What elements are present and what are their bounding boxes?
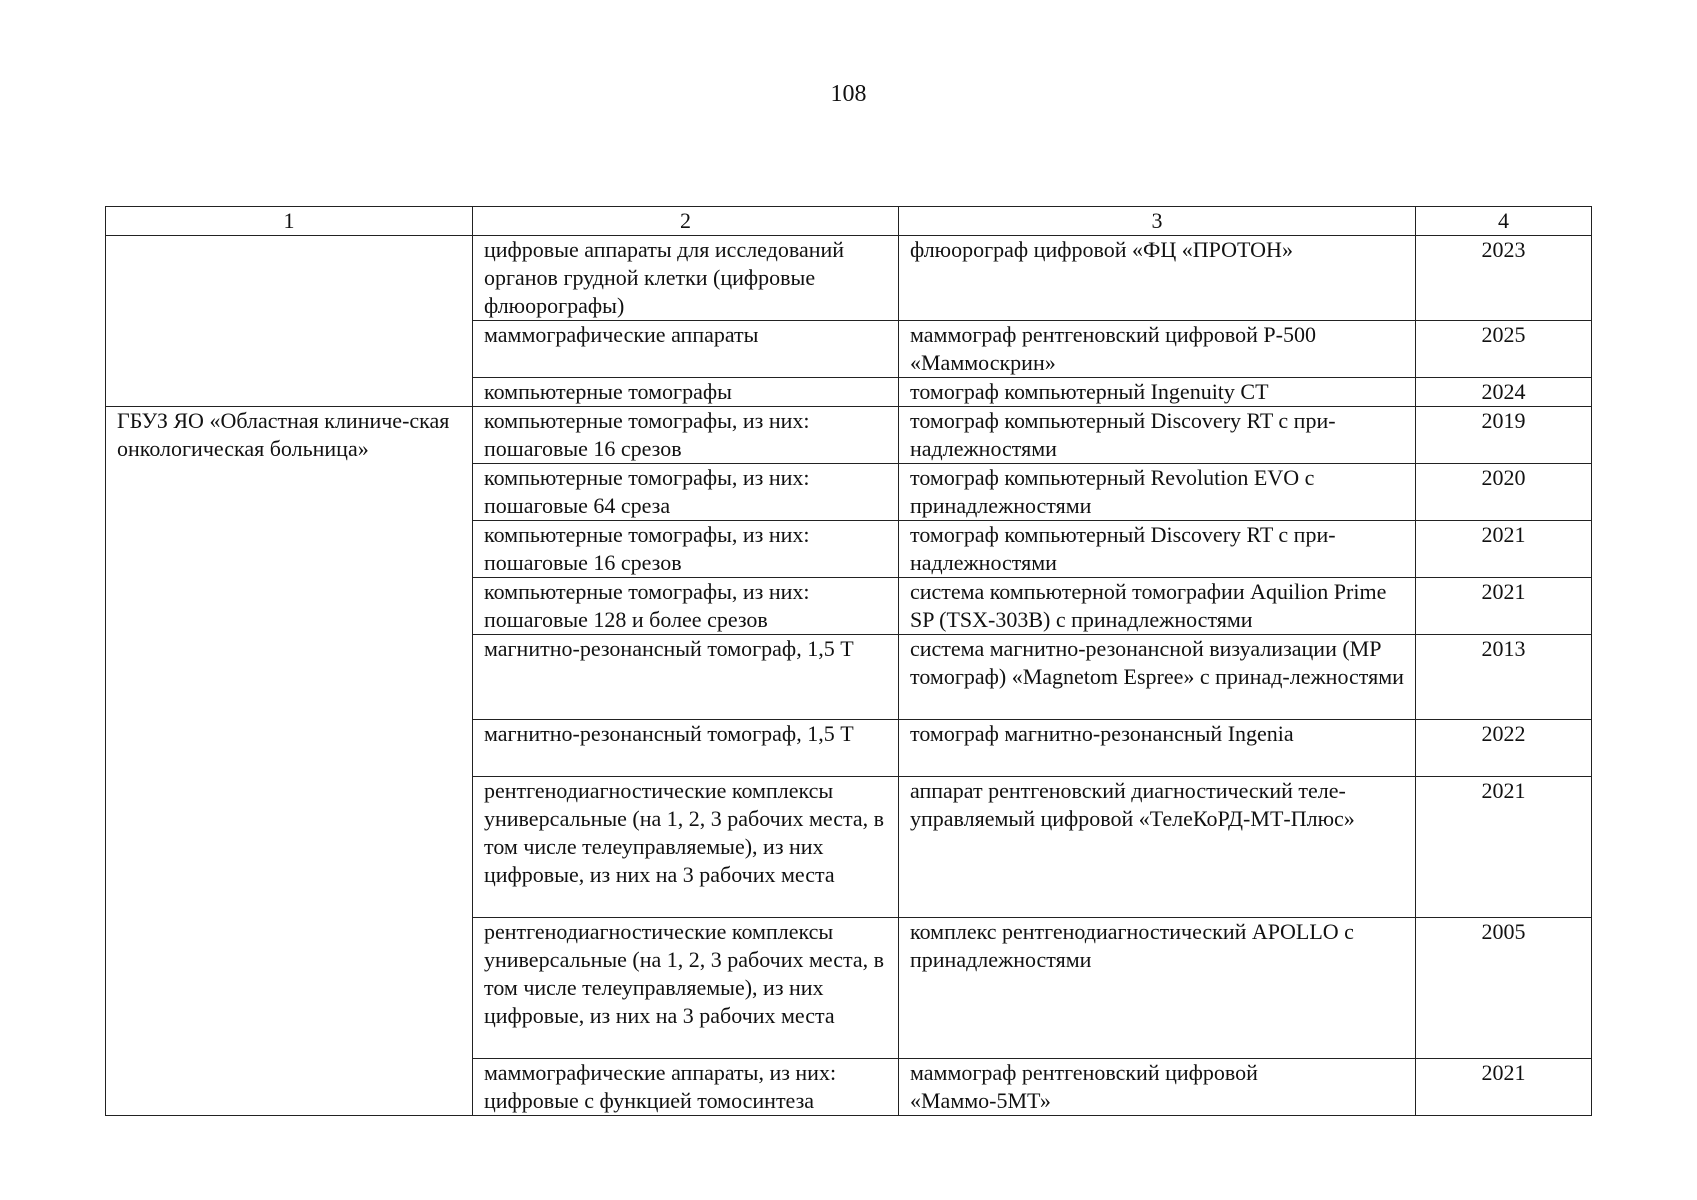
equipment-model-cell: томограф компьютерный Ingenuity CT <box>899 378 1416 407</box>
year-cell: 2021 <box>1416 578 1592 635</box>
equipment-type-cell: магнитно-резонансный томограф, 1,5 Т <box>473 635 899 720</box>
equipment-type-cell: компьютерные томографы, из них: пошаговые 128 и более срезов <box>473 578 899 635</box>
page-number: 108 <box>830 81 867 107</box>
header-row <box>106 207 1592 236</box>
equipment-model-cell: комплекс рентгенодиагностический APOLLO с принадлежностями <box>899 918 1416 1059</box>
equipment-type-cell: маммографические аппараты <box>473 321 899 378</box>
table-row <box>106 236 1592 321</box>
equipment-model-cell: флюорограф цифровой «ФЦ «ПРОТОН» <box>899 236 1416 321</box>
equipment-model-cell: аппарат рентгеновский диагностический теле-управляемый цифровой «ТелеКоРД-МТ-Плюс» <box>899 777 1416 918</box>
equipment-model-cell: томограф компьютерный Discovery RT с при-надлежностями <box>899 407 1416 464</box>
equipment-model-cell: томограф компьютерный Revolution EVO с принадлежностями <box>899 464 1416 521</box>
equipment-type-cell: компьютерные томографы, из них: пошаговые 16 срезов <box>473 521 899 578</box>
year-cell: 2024 <box>1416 378 1592 407</box>
year-cell: 2013 <box>1416 635 1592 720</box>
year-cell: 2005 <box>1416 918 1592 1059</box>
year-cell: 2021 <box>1416 1059 1592 1116</box>
organization-cell <box>106 236 473 407</box>
equipment-model-cell: томограф компьютерный Discovery RT с при-надлежностями <box>899 521 1416 578</box>
equipment-type-cell: магнитно-резонансный томограф, 1,5 Т <box>473 720 899 777</box>
year-cell: 2025 <box>1416 321 1592 378</box>
equipment-model-cell: маммограф рентгеновский цифровой «Маммо-5МТ» <box>899 1059 1416 1116</box>
equipment-type-cell: рентгенодиагностические комплексы универсальные (на 1, 2, 3 рабочих места, в том числе телеуправляемые), из них цифровые, из них на 3 рабочих места <box>473 777 899 918</box>
equipment-model-cell: система компьютерной томографии Aquilion Prime SP (TSX-303B) с принадлежностями <box>899 578 1416 635</box>
equipment-type-cell: компьютерные томографы, из них: пошаговые 64 среза <box>473 464 899 521</box>
equipment-model-cell: система магнитно-резонансной визуализации (МР томограф) «Magnetom Espree» с принад-лежностями <box>899 635 1416 720</box>
column-header-1: 1 <box>106 207 473 236</box>
equipment-type-cell: компьютерные томографы <box>473 378 899 407</box>
equipment-type-cell: рентгенодиагностические комплексы универсальные (на 1, 2, 3 рабочих места, в том числе телеуправляемые), из них цифровые, из них на 3 рабочих места <box>473 918 899 1059</box>
equipment-type-cell: маммографические аппараты, из них: цифровые с функцией томосинтеза <box>473 1059 899 1116</box>
column-header-2: 2 <box>473 207 899 236</box>
equipment-model-cell: томограф магнитно-резонансный Ingenia <box>899 720 1416 777</box>
equipment-type-cell: компьютерные томографы, из них: пошаговые 16 срезов <box>473 407 899 464</box>
equipment-table <box>105 206 1592 1116</box>
year-cell: 2020 <box>1416 464 1592 521</box>
year-cell: 2022 <box>1416 720 1592 777</box>
equipment-type-cell: цифровые аппараты для исследований органов грудной клетки (цифровые флюорографы) <box>473 236 899 321</box>
year-cell: 2021 <box>1416 777 1592 918</box>
year-cell: 2021 <box>1416 521 1592 578</box>
table-row <box>106 407 1592 464</box>
year-cell: 2019 <box>1416 407 1592 464</box>
column-header-4: 4 <box>1416 207 1592 236</box>
organization-cell: ГБУЗ ЯО «Областная клиниче-ская онкологическая больница» <box>106 407 473 1116</box>
year-cell: 2023 <box>1416 236 1592 321</box>
column-header-3: 3 <box>899 207 1416 236</box>
equipment-model-cell: маммограф рентгеновский цифровой Р-500 «Маммоскрин» <box>899 321 1416 378</box>
